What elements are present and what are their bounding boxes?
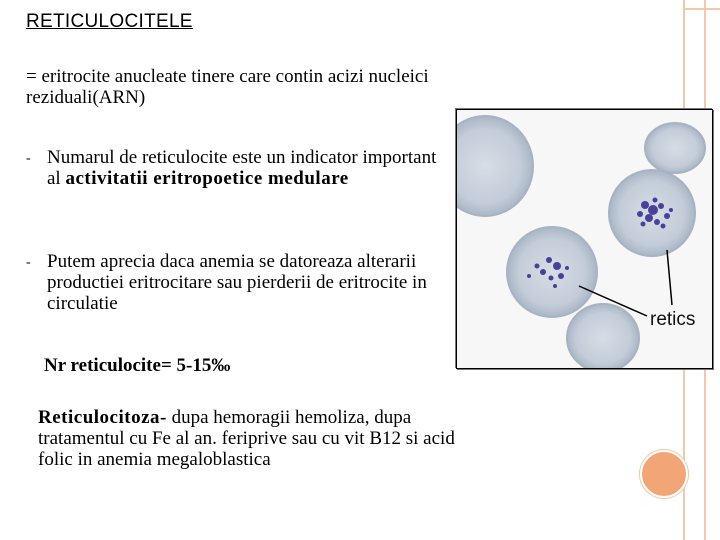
reticulocytosis-paragraph bbox=[38, 407, 458, 470]
bullet-marker: - bbox=[26, 255, 31, 270]
reticulocytosis-text: dupa hemoragii hemoliza, dupa tratamentul cu Fe al an. feriprive sau cu vit B12 si acid folic in anemia megaloblastica bbox=[38, 407, 455, 470]
bullet-marker: - bbox=[26, 151, 31, 166]
red-blood-cell bbox=[457, 116, 533, 216]
bullet-item: Putem aprecia daca anemia se datoreaza alterarii productiei eritrocitare sau pierderii de eritrocite in circulatie bbox=[47, 251, 427, 314]
retics-label: retics bbox=[650, 309, 696, 330]
bullet-emphasis: activitatii eritropoetice medulare bbox=[65, 168, 349, 189]
red-blood-cell bbox=[567, 304, 639, 368]
bullet-text: Numarul de reticulocite este un indicator important al bbox=[47, 147, 437, 189]
red-blood-cell bbox=[645, 123, 705, 173]
reticulocyte bbox=[507, 227, 597, 317]
reticulocytosis-term: Reticulocitoza- bbox=[38, 407, 167, 428]
pointer-line bbox=[667, 250, 672, 305]
blood-smear-micrograph bbox=[456, 109, 713, 369]
decorative-circle bbox=[640, 450, 688, 498]
slide-title: RETICULOCITELE bbox=[26, 11, 193, 32]
definition-text: = eritrocite anucleate tinere care contin acizi nucleici reziduali(ARN) bbox=[26, 66, 429, 108]
decorative-border-line bbox=[683, 8, 720, 10]
normal-range-text: Nr reticulocite= 5-15‰ bbox=[44, 355, 231, 376]
bullet-item bbox=[47, 147, 447, 189]
